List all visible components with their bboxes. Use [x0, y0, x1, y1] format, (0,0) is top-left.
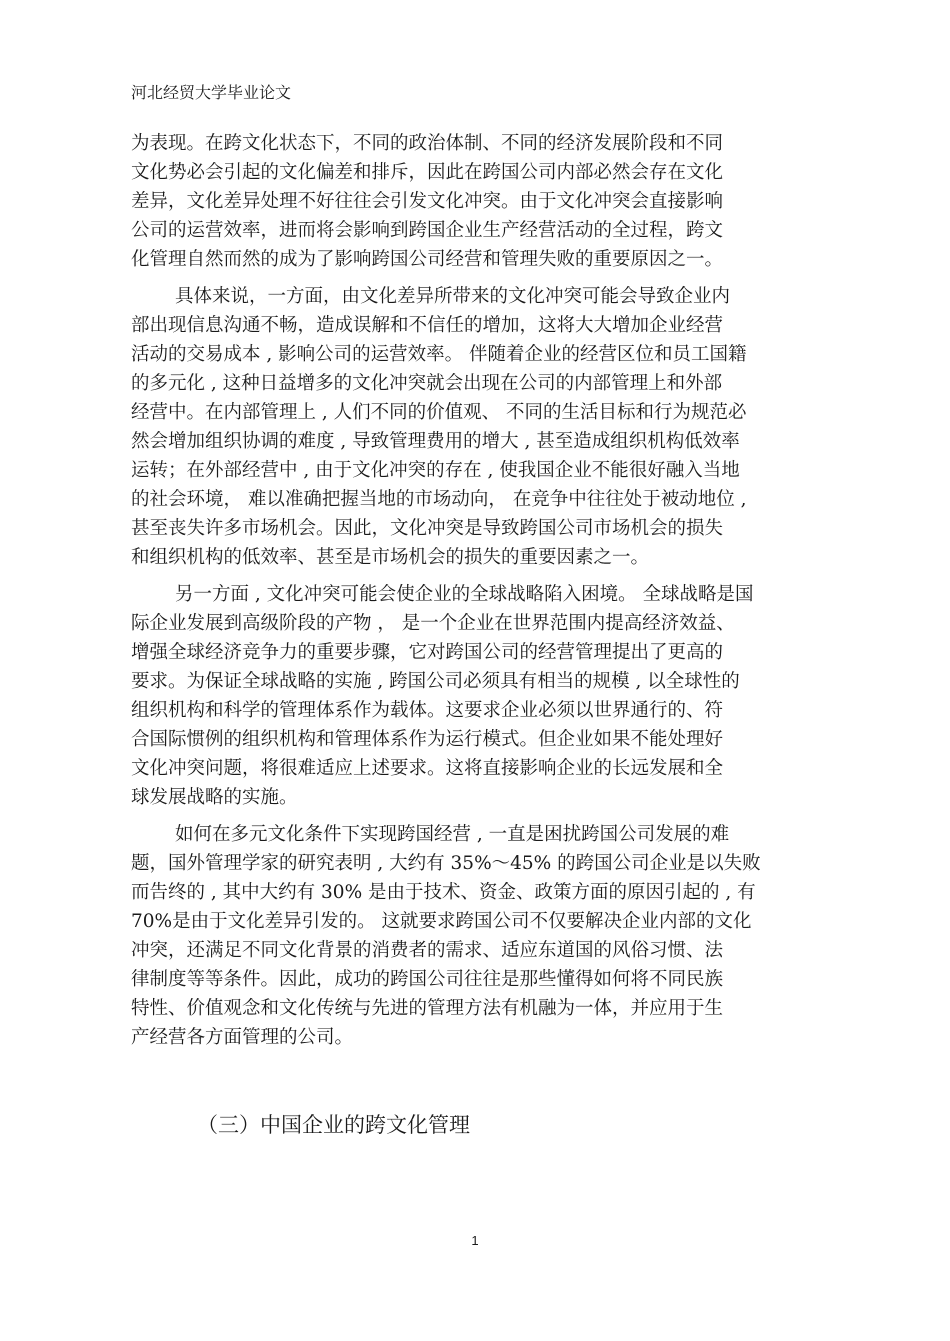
text-line: 活动的交易成本 , 影响公司的运营效率。 伴随着企业的经营区位和员工国籍 — [131, 344, 747, 365]
text-line: 公司的运营效率，进而将会影响到跨国企业生产经营活动的全过程，跨文 — [131, 220, 724, 241]
text-line: 要求。为保证全球战略的实施 , 跨国公司必须具有相当的规模 , 以全球性的 — [131, 671, 740, 692]
paragraph — [131, 580, 831, 812]
text-line: 的多元化 , 这种日益增多的文化冲突就会出现在公司的内部管理上和外部 — [131, 373, 723, 394]
text-line: 70%是由于文化差异引发的。 这就要求跨国公司不仅要解决企业内部的文化 — [131, 911, 752, 932]
text-line: 的社会环境， 难以准确把握当地的市场动向， 在竞争中往往处于被动地位 , — [131, 489, 747, 510]
text-line: 具体来说，一方面，由文化差异所带来的文化冲突可能会导致企业内 — [175, 286, 731, 307]
body-text — [131, 129, 831, 1052]
paragraph — [131, 129, 831, 274]
paragraph-gap — [131, 572, 831, 580]
text-line: 然会增加组织协调的难度 , 导致管理费用的增大 , 甚至造成组织机构低效率 — [131, 431, 740, 452]
text-line: 题，国外管理学家的研究表明 , 大约有 35%～45% 的跨国公司企业是以失败 — [131, 853, 761, 874]
text-line: 化管理自然而然的成为了影响跨国公司经营和管理失败的重要原因之一。 — [131, 249, 724, 270]
paragraph — [131, 820, 831, 1052]
text-line: 经营中。在内部管理上 , 人们不同的价值观、 不同的生活目标和行为规范必 — [131, 402, 747, 423]
text-line: 运转；在外部经营中 , 由于文化冲突的存在 , 使我国企业不能很好融入当地 — [131, 460, 740, 481]
text-line: 文化势必会引起的文化偏差和排斥，因此在跨国公司内部必然会存在文化 — [131, 162, 724, 183]
text-line: 特性、价值观念和文化传统与先进的管理方法有机融为一体，并应用于生 — [131, 998, 724, 1019]
text-line: 产经营各方面管理的公司。 — [131, 1027, 354, 1048]
text-line: 组织机构和科学的管理体系作为载体。这要求企业必须以世界通行的、符 — [131, 700, 724, 721]
text-line: 而告终的 , 其中大约有 30% 是由于技术、资金、政策方面的原因引起的 , 有 — [131, 882, 756, 903]
text-line: 如何在多元文化条件下实现跨国经营 , 一直是困扰跨国公司发展的难 — [175, 824, 730, 845]
running-header: 河北经贸大学毕业论文 — [131, 83, 292, 102]
text-line: 另一方面 , 文化冲突可能会使企业的全球战略陷入困境。 全球战略是国 — [175, 584, 754, 605]
paragraph-gap — [131, 812, 831, 820]
text-line: 合国际惯例的组织机构和管理体系作为运行模式。但企业如果不能处理好 — [131, 729, 724, 750]
text-line: 差异，文化差异处理不好往往会引发文化冲突。由于文化冲突会直接影响 — [131, 191, 724, 212]
text-line: 为表现。在跨文化状态下，不同的政治体制、不同的经济发展阶段和不同 — [131, 133, 724, 154]
text-line: 增强全球经济竞争力的重要步骤，它对跨国公司的经营管理提出了更高的 — [131, 642, 724, 663]
page-number: 1 — [471, 1233, 479, 1248]
text-line: 律制度等等条件。因此，成功的跨国公司往往是那些懂得如何将不同民族 — [131, 969, 724, 990]
text-line: 球发展战略的实施。 — [131, 787, 298, 808]
text-line: 和组织机构的低效率、甚至是市场机会的损失的重要因素之一。 — [131, 547, 650, 568]
paragraph-gap — [131, 274, 831, 282]
text-line: 部出现信息沟通不畅，造成误解和不信任的增加，这将大大增加企业经营 — [131, 315, 724, 336]
section-heading: （三）中国企业的跨文化管理 — [197, 1113, 470, 1137]
text-line: 际企业发展到高级阶段的产物 ， 是一个企业在世界范围内提高经济效益、 — [131, 613, 735, 634]
text-line: 文化冲突问题，将很难适应上述要求。这将直接影响企业的长远发展和全 — [131, 758, 724, 779]
paragraph — [131, 282, 831, 572]
text-line: 甚至丧失许多市场机会。因此，文化冲突是导致跨国公司市场机会的损失 — [131, 518, 724, 539]
text-line: 冲突，还满足不同文化背景的消费者的需求、适应东道国的风俗习惯、法 — [131, 940, 724, 961]
